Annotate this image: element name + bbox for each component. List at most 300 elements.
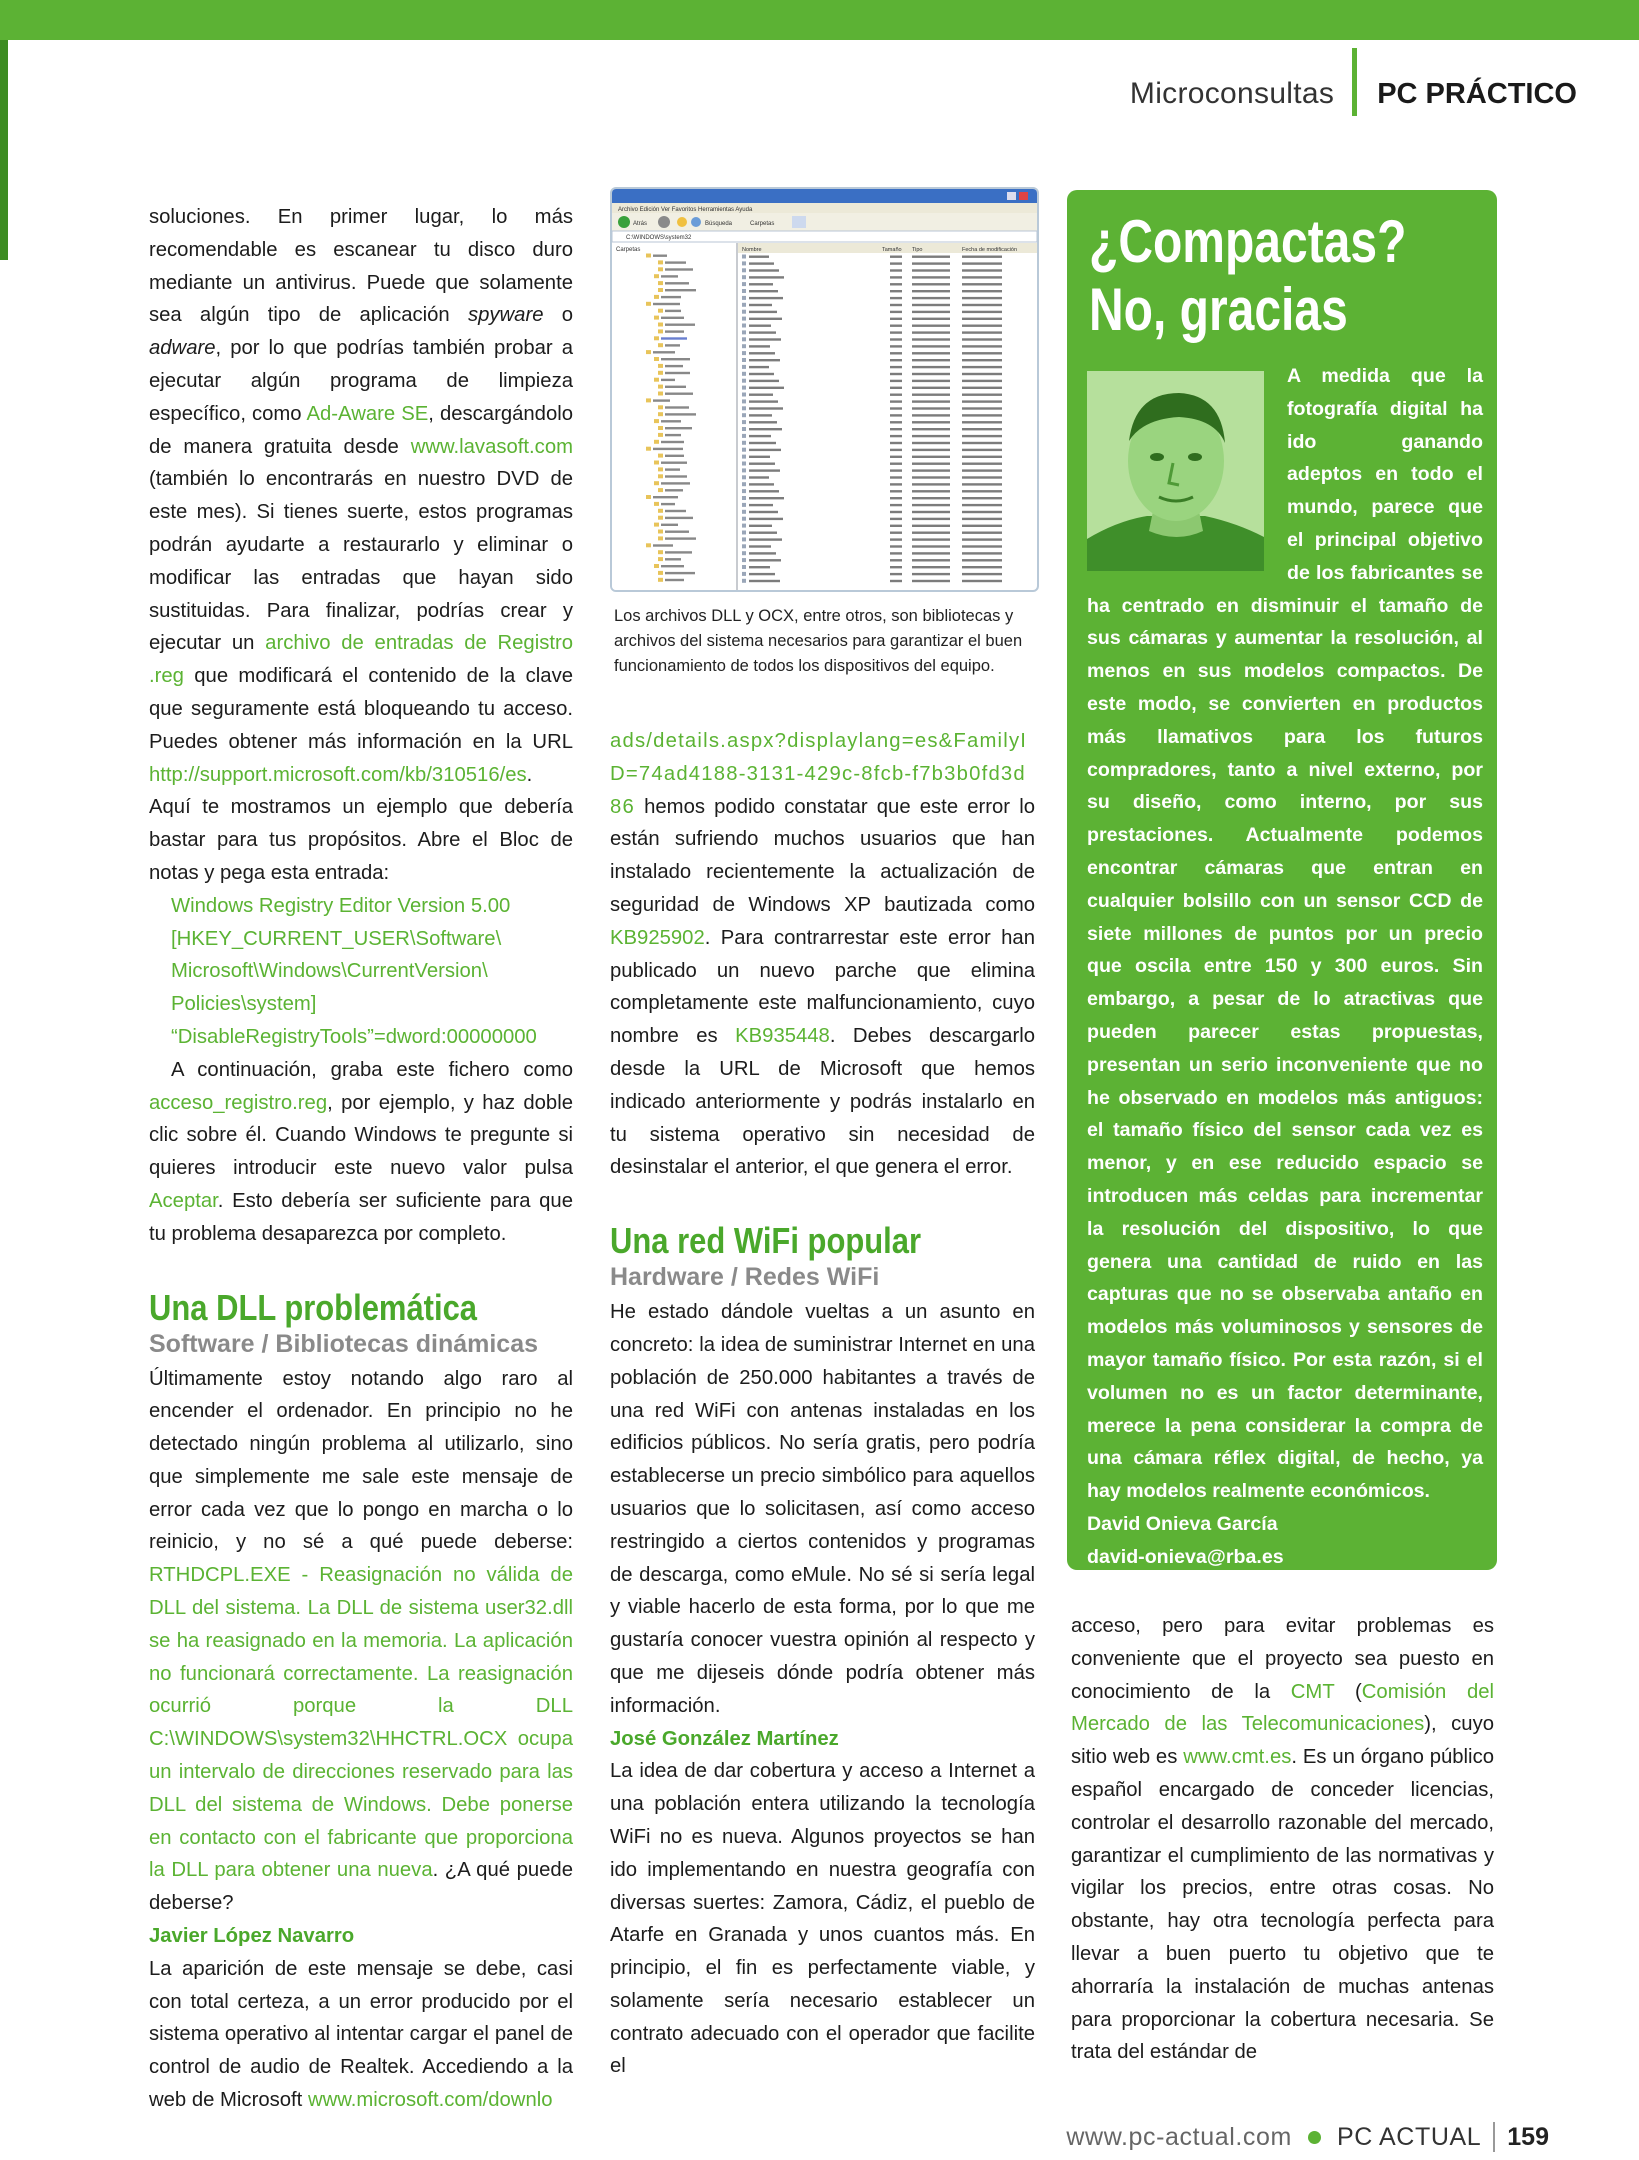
file-cell bbox=[749, 373, 774, 375]
folder-icon bbox=[654, 357, 659, 361]
file-cell bbox=[912, 442, 950, 444]
header-divider bbox=[1352, 48, 1357, 116]
adaware-link[interactable]: Ad-Aware SE bbox=[306, 402, 429, 425]
sidebar-title: ¿Compactas? No, gracias bbox=[1089, 208, 1407, 343]
file-cell bbox=[962, 283, 1002, 285]
folder-icon bbox=[654, 419, 659, 423]
file-cell bbox=[912, 435, 950, 437]
file-cell bbox=[962, 552, 1002, 554]
folder-label bbox=[653, 399, 670, 401]
folder-icon bbox=[658, 530, 663, 534]
file-icon bbox=[742, 565, 746, 569]
folder-label bbox=[665, 393, 693, 395]
folder-icon bbox=[658, 281, 663, 285]
file-cell bbox=[749, 538, 782, 540]
file-icon bbox=[742, 310, 746, 314]
portrait-float-spacer bbox=[1087, 360, 1287, 570]
folder-label bbox=[665, 330, 684, 332]
folder-icon bbox=[658, 536, 663, 540]
folder-label bbox=[665, 365, 683, 367]
file-cell bbox=[962, 580, 1002, 582]
file-cell bbox=[962, 290, 1002, 292]
page-number: 159 bbox=[1507, 2122, 1549, 2151]
file-cell bbox=[962, 456, 1002, 458]
file-cell bbox=[890, 380, 902, 382]
file-icon bbox=[742, 482, 746, 486]
file-cell bbox=[962, 352, 1002, 354]
explorer-screenshot bbox=[610, 187, 1039, 592]
paragraph: soluciones. En primer lugar, lo más recomendable es escanear tu disco duro mediante un antivirus. Puede que solamente sea algún tipo de aplicación spyware o adware, por lo que podrías también probar a ejecutar algún programa de limpieza específico, como Ad-Aware SE, descargándolo de manera gratuita desde www.lavasoft.com (también lo encontrarás en nuestro DVD de este mes). Si tienes suerte, estos programas podrán ayudarte a restaurarlo y eliminar o modificar las entradas que hayan sido sustituidas. Para finalizar, podrías crear y ejecutar un archivo de entradas de Registro .reg que modificará el contenido de la clave que seguramente está bloqueando tu acceso. Puedes obtener más información en la URL http://support.microsoft.com/kb/310516/es. Aquí te mostramos un ejemplo que debería bastar para tus propósitos. Abre el Bloc de notas y pega esta entrada: bbox=[149, 206, 574, 884]
file-cell bbox=[749, 428, 782, 430]
file-cell bbox=[749, 532, 777, 534]
folder-icon bbox=[654, 336, 659, 340]
file-cell bbox=[912, 456, 950, 458]
file-cell bbox=[962, 463, 1002, 465]
file-cell bbox=[962, 469, 1002, 471]
microsoft-download-link[interactable]: www.microsoft.com/downlo bbox=[307, 2089, 553, 2112]
file-icon bbox=[742, 434, 746, 438]
file-icon bbox=[742, 393, 746, 397]
file-cell bbox=[890, 387, 902, 389]
folder-icon bbox=[658, 509, 663, 513]
footer-url[interactable]: www.pc-actual.com bbox=[1066, 2122, 1292, 2151]
folder-icon bbox=[658, 364, 663, 368]
file-icon bbox=[742, 531, 746, 535]
folder-icon bbox=[658, 329, 663, 333]
folder-icon bbox=[658, 557, 663, 561]
file-cell bbox=[962, 304, 1002, 306]
toolbar-search: Búsqueda bbox=[705, 221, 733, 227]
footer-magazine: PC ACTUAL bbox=[1336, 2122, 1482, 2151]
file-cell bbox=[962, 256, 1002, 258]
file-cell bbox=[749, 421, 777, 423]
folder-label bbox=[665, 406, 689, 408]
file-cell bbox=[890, 504, 902, 506]
file-icon bbox=[742, 572, 746, 576]
file-cell bbox=[890, 366, 902, 368]
file-cell bbox=[749, 456, 770, 458]
file-cell bbox=[912, 400, 950, 402]
file-cell bbox=[749, 573, 775, 575]
file-cell bbox=[912, 276, 950, 278]
column-3 bbox=[1071, 1610, 1494, 2069]
file-cell bbox=[912, 532, 950, 534]
file-cell bbox=[890, 463, 902, 465]
file-cell bbox=[749, 269, 779, 271]
file-cell bbox=[890, 559, 902, 561]
file-cell bbox=[912, 325, 950, 327]
folder-label bbox=[665, 537, 696, 539]
file-cell bbox=[890, 580, 902, 582]
folder-label bbox=[665, 261, 686, 263]
file-cell bbox=[962, 297, 1002, 299]
page-header bbox=[1130, 72, 1577, 116]
sidebar-box bbox=[1067, 190, 1497, 1570]
folder-label bbox=[661, 503, 675, 505]
file-cell bbox=[962, 359, 1002, 361]
file-cell bbox=[749, 297, 783, 299]
file-cell bbox=[912, 559, 950, 561]
file-cell bbox=[912, 469, 950, 471]
folder-label bbox=[661, 337, 687, 339]
file-cell bbox=[749, 394, 773, 396]
file-cell bbox=[749, 449, 781, 451]
file-cell bbox=[890, 400, 902, 402]
file-cell bbox=[912, 352, 950, 354]
file-cell bbox=[890, 331, 902, 333]
file-cell bbox=[890, 518, 902, 520]
file-cell bbox=[749, 276, 784, 278]
file-cell bbox=[890, 414, 902, 416]
footer-dot bbox=[1308, 2131, 1321, 2144]
magazine-section: PC PRÁCTICO bbox=[1377, 77, 1577, 110]
folder-icon bbox=[658, 454, 663, 458]
file-cell bbox=[962, 435, 1002, 437]
file-icon bbox=[742, 441, 746, 445]
file-cell bbox=[962, 373, 1002, 375]
address-text: C:\WINDOWS\system32 bbox=[626, 235, 692, 241]
file-cell bbox=[890, 297, 902, 299]
file-icon bbox=[742, 544, 746, 548]
file-cell bbox=[890, 497, 902, 499]
file-cell bbox=[890, 290, 902, 292]
file-cell bbox=[749, 345, 770, 347]
file-icon bbox=[742, 289, 746, 293]
folder-icon bbox=[646, 447, 651, 451]
file-cell bbox=[912, 331, 950, 333]
file-column-header: Nombre bbox=[742, 247, 762, 253]
file-cell bbox=[890, 373, 902, 375]
file-cell bbox=[962, 497, 1002, 499]
folder-icon bbox=[658, 267, 663, 271]
file-cell bbox=[962, 400, 1002, 402]
file-cell bbox=[890, 525, 902, 527]
left-edge-strip bbox=[0, 40, 8, 260]
folder-label bbox=[653, 255, 667, 257]
folder-icon bbox=[658, 474, 663, 478]
file-icon bbox=[742, 399, 746, 403]
file-cell bbox=[749, 511, 778, 513]
folder-icon bbox=[654, 481, 659, 485]
file-cell bbox=[749, 442, 776, 444]
file-cell bbox=[890, 304, 902, 306]
cmt-fullname-link[interactable]: Comisión del Mercado de las Telecomunicaciones bbox=[1071, 1680, 1495, 1736]
folder-icon bbox=[646, 302, 651, 306]
file-cell bbox=[962, 318, 1002, 320]
folder-label bbox=[665, 434, 681, 436]
dll-subheading: Software / Bibliotecas dinámicas bbox=[149, 1329, 539, 1358]
file-cell bbox=[912, 463, 950, 465]
folder-icon bbox=[658, 516, 663, 520]
file-cell bbox=[962, 538, 1002, 540]
file-cell bbox=[962, 325, 1002, 327]
file-cell bbox=[962, 380, 1002, 382]
file-cell bbox=[962, 476, 1002, 478]
file-icon bbox=[742, 386, 746, 390]
file-cell bbox=[912, 318, 950, 320]
file-cell bbox=[749, 580, 780, 582]
folder-icon bbox=[646, 254, 651, 258]
file-cell bbox=[962, 269, 1002, 271]
file-cell bbox=[890, 283, 902, 285]
file-cell bbox=[962, 311, 1002, 313]
file-cell bbox=[890, 311, 902, 313]
file-cell bbox=[912, 373, 950, 375]
folder-label bbox=[665, 468, 680, 470]
reg-file-link[interactable]: archivo de entradas de Registro .reg bbox=[149, 632, 574, 688]
folder-label bbox=[653, 496, 678, 498]
file-icon bbox=[742, 489, 746, 493]
file-cell bbox=[912, 538, 950, 540]
kb-url-link[interactable]: http://support.microsoft.com/kb/310516/es bbox=[149, 763, 527, 786]
file-icon bbox=[742, 524, 746, 528]
file-cell bbox=[912, 380, 950, 382]
file-icon bbox=[742, 420, 746, 424]
file-cell bbox=[912, 497, 950, 499]
file-icon bbox=[742, 330, 746, 334]
folder-icon bbox=[658, 433, 663, 437]
file-cell bbox=[912, 518, 950, 520]
file-cell bbox=[912, 525, 950, 527]
file-cell bbox=[749, 283, 773, 285]
folder-icon bbox=[658, 343, 663, 347]
file-cell bbox=[890, 345, 902, 347]
file-cell bbox=[912, 573, 950, 575]
file-cell bbox=[962, 566, 1002, 568]
file-icon bbox=[742, 275, 746, 279]
file-cell bbox=[749, 552, 776, 554]
file-cell bbox=[749, 545, 771, 547]
file-cell bbox=[749, 463, 775, 465]
file-icon bbox=[742, 503, 746, 507]
file-cell bbox=[912, 580, 950, 582]
file-column-header: Tipo bbox=[912, 247, 923, 253]
file-cell bbox=[749, 262, 774, 264]
file-icon bbox=[742, 324, 746, 328]
folder-label bbox=[665, 413, 696, 415]
file-cell bbox=[749, 518, 783, 520]
file-cell bbox=[749, 311, 777, 313]
file-cell bbox=[890, 338, 902, 340]
file-icon bbox=[742, 427, 746, 431]
accept-link[interactable]: Aceptar bbox=[149, 1189, 218, 1212]
file-cell bbox=[912, 545, 950, 547]
file-cell bbox=[912, 407, 950, 409]
file-cell bbox=[890, 545, 902, 547]
file-cell bbox=[962, 331, 1002, 333]
sidebar-paragraph: A medida que la fotografía digital ha ido ganando adeptos en todo el mundo, parece que el principal objetivo de los fabricantes se ha centrado en disminuir el tamaño de sus cámaras y aumentar la resolución, al menos en sus modelos compactos. De este modo, se convierten en productos más llamativos para los futuros compradores, tanto a nivel externo, por su diseño, como interno, por sus prestaciones. Actualmente podemos encontrar cámaras que entran en cualquier bolsillo con un sensor CCD de siete millones de puntos por un precio que oscila entre 150 y 300 euros. Sin embargo, a pesar de lo atractivas que pueden parecer estas propuestas, presentan un serio inconveniente que no he observado en modelos más antiguos: el tamaño físico del sensor cada vez es menor, y en ese reducido espacio se introducen más celdas para incrementar la resolución del dispositivo, lo que genera una cantidad de ruido en las capturas que no se observaba antaño en modelos más voluminosos y sensores de mayor tamaño físico. Por esta razón, si el volumen no es un factor determinante, merece la pena considerar la compra de una cámara réflex digital, de hecho, ya hay modelos realmente económicos. bbox=[1087, 365, 1483, 1503]
file-cell bbox=[912, 297, 950, 299]
file-icon bbox=[742, 475, 746, 479]
file-cell bbox=[962, 442, 1002, 444]
folder-icon bbox=[646, 350, 651, 354]
folder-label bbox=[665, 551, 692, 553]
file-cell bbox=[912, 552, 950, 554]
file-icon bbox=[742, 344, 746, 348]
file-cell bbox=[912, 304, 950, 306]
file-cell bbox=[890, 483, 902, 485]
file-cell bbox=[962, 504, 1002, 506]
file-cell bbox=[962, 525, 1002, 527]
sidebar-email[interactable]: david-onieva@rba.es bbox=[1087, 1545, 1284, 1568]
file-cell bbox=[749, 318, 782, 320]
file-cell bbox=[749, 325, 771, 327]
folder-label bbox=[665, 427, 692, 429]
folder-label bbox=[661, 379, 675, 381]
folder-label bbox=[661, 565, 684, 567]
file-cell bbox=[962, 366, 1002, 368]
explorer-window-illustration bbox=[612, 189, 1037, 590]
section-title: Microconsultas bbox=[1129, 77, 1335, 110]
file-cell bbox=[962, 532, 1002, 534]
file-cell bbox=[749, 490, 779, 492]
file-cell bbox=[749, 331, 776, 333]
folder-icon bbox=[658, 323, 663, 327]
file-icon bbox=[742, 537, 746, 541]
file-cell bbox=[890, 325, 902, 327]
file-cell bbox=[749, 387, 784, 389]
file-cell bbox=[749, 566, 770, 568]
column-1 bbox=[149, 201, 573, 2117]
folder-label bbox=[665, 510, 686, 512]
file-cell bbox=[890, 511, 902, 513]
file-cell bbox=[749, 380, 779, 382]
file-cell bbox=[912, 566, 950, 568]
file-icon bbox=[742, 551, 746, 555]
folder-label bbox=[653, 448, 683, 450]
file-cell bbox=[912, 387, 950, 389]
cmt-link[interactable]: CMT bbox=[1290, 1680, 1335, 1703]
file-cell bbox=[912, 338, 950, 340]
folder-label bbox=[661, 317, 684, 319]
folder-icon bbox=[646, 398, 651, 402]
folder-label bbox=[665, 310, 681, 312]
cmt-web-link[interactable]: www.cmt.es bbox=[1183, 1746, 1292, 1769]
reg-filename-link[interactable]: acceso_registro.reg bbox=[149, 1091, 328, 1114]
file-cell bbox=[912, 449, 950, 451]
file-cell bbox=[890, 276, 902, 278]
file-cell bbox=[962, 345, 1002, 347]
folder-icon bbox=[658, 467, 663, 471]
file-cell bbox=[749, 290, 778, 292]
file-cell bbox=[962, 394, 1002, 396]
file-cell bbox=[890, 442, 902, 444]
dll-heading: Una DLL problemática bbox=[149, 1286, 478, 1328]
kb935448-link[interactable]: KB935448 bbox=[735, 1025, 830, 1048]
file-icon bbox=[742, 261, 746, 265]
folder-icon bbox=[658, 571, 663, 575]
file-cell bbox=[749, 407, 783, 409]
file-cell bbox=[962, 387, 1002, 389]
folder-icon bbox=[658, 392, 663, 396]
file-cell bbox=[912, 428, 950, 430]
microsoft-download-link-cont[interactable]: ads/details.aspx?displaylang=es&FamilyID=74ad4188-3131-429c-8fcb-f7b3b0fd3d86 bbox=[610, 730, 1028, 818]
file-cell bbox=[749, 359, 780, 361]
file-cell bbox=[890, 421, 902, 423]
file-cell bbox=[912, 366, 950, 368]
file-cell bbox=[890, 469, 902, 471]
toolbar-back: Atrás bbox=[633, 221, 648, 227]
folder-label bbox=[665, 324, 695, 326]
column-2 bbox=[610, 725, 1035, 2083]
file-cell bbox=[962, 428, 1002, 430]
folder-icon bbox=[658, 412, 663, 416]
file-cell bbox=[890, 573, 902, 575]
file-icon bbox=[742, 317, 746, 321]
folder-icon bbox=[658, 260, 663, 264]
error-message: RTHDCPL.EXE - Reasignación no válida de DLL del sistema. La DLL de sistema user32.dll se ha reasignado en la memoria. La aplicación no funcionará correctamente. La reasignación ocurrió porque la DLL C:\WINDOWS\system32\HHCTRL.OCX ocupa un intervalo de direcciones reservado para las DLL del sistema de Windows. Debe ponerse en contacto con el fabricante que proporciona la DLL para obtener una nueva bbox=[149, 1564, 573, 1882]
file-cell bbox=[890, 456, 902, 458]
file-cell bbox=[962, 338, 1002, 340]
folder-label bbox=[665, 558, 681, 560]
file-icon bbox=[742, 413, 746, 417]
folder-label bbox=[665, 455, 684, 457]
code-line: Microsoft\Windows\CurrentVersion\ bbox=[171, 960, 488, 983]
file-cell bbox=[890, 318, 902, 320]
folder-label bbox=[665, 372, 690, 374]
file-cell bbox=[962, 262, 1002, 264]
page-footer bbox=[1066, 2122, 1549, 2152]
folder-label bbox=[653, 544, 673, 546]
file-icon bbox=[742, 282, 746, 286]
folder-label bbox=[653, 303, 680, 305]
folder-label bbox=[661, 441, 684, 443]
file-cell bbox=[749, 256, 769, 258]
file-cell bbox=[962, 573, 1002, 575]
file-cell bbox=[890, 538, 902, 540]
file-column-header: Tamaño bbox=[882, 247, 902, 253]
folder-icon bbox=[654, 502, 659, 506]
file-cell bbox=[912, 269, 950, 271]
folder-icon bbox=[658, 385, 663, 389]
folder-label bbox=[665, 268, 693, 270]
file-cell bbox=[749, 400, 778, 402]
file-cell bbox=[912, 311, 950, 313]
file-cell bbox=[890, 566, 902, 568]
file-cell bbox=[912, 359, 950, 361]
file-icon bbox=[742, 462, 746, 466]
file-icon bbox=[742, 372, 746, 376]
paragraph: La aparición de este mensaje se debe, casi con total certeza, a un error producido por el sistema operativo al intentar cargar el panel de control de audio de Realtek. Accediendo a la web de Microsoft www.microsoft.com/downlo bbox=[149, 1957, 573, 2112]
sidebar-body bbox=[1087, 360, 1483, 1573]
footer-divider bbox=[1493, 2122, 1495, 2152]
file-cell bbox=[890, 449, 902, 451]
file-cell bbox=[912, 283, 950, 285]
folder-label bbox=[665, 531, 689, 533]
file-list-rows bbox=[742, 255, 1002, 583]
folder-label bbox=[665, 572, 695, 574]
folder-label bbox=[665, 386, 686, 388]
file-cell bbox=[749, 504, 773, 506]
file-cell bbox=[749, 352, 775, 354]
folder-icon bbox=[658, 426, 663, 430]
file-cell bbox=[912, 421, 950, 423]
lavasoft-link[interactable]: www.lavasoft.com bbox=[410, 435, 573, 458]
file-cell bbox=[890, 262, 902, 264]
folder-icon bbox=[658, 371, 663, 375]
file-cell bbox=[890, 394, 902, 396]
file-cell bbox=[749, 414, 772, 416]
file-icon bbox=[742, 448, 746, 452]
kb925902-link[interactable]: KB925902 bbox=[610, 926, 705, 949]
file-cell bbox=[890, 256, 902, 258]
file-cell bbox=[749, 497, 784, 499]
folder-icon bbox=[658, 405, 663, 409]
paragraph: ads/details.aspx?displaylang=es&FamilyID=74ad4188-3131-429c-8fcb-f7b3b0fd3d86 hemos podido constatar que este error lo están sufriendo muchos usuarios que han instalado recientemente la actualización de seguridad de Windows XP bautizada como KB925902. Para contrarrestar este error han publicado un nuevo parche que elimina completamente este malfuncionamiento, cuyo nombre es KB935448. Debes descargarlo desde la URL de Microsoft que hemos indicado anteriormente y podrás instalarlo en tu sistema operativo sin necesidad de desinstalar el anterior, el que genera el error. bbox=[610, 730, 1035, 1179]
folder-icon bbox=[646, 543, 651, 547]
folder-label bbox=[665, 344, 680, 346]
file-icon bbox=[742, 358, 746, 362]
